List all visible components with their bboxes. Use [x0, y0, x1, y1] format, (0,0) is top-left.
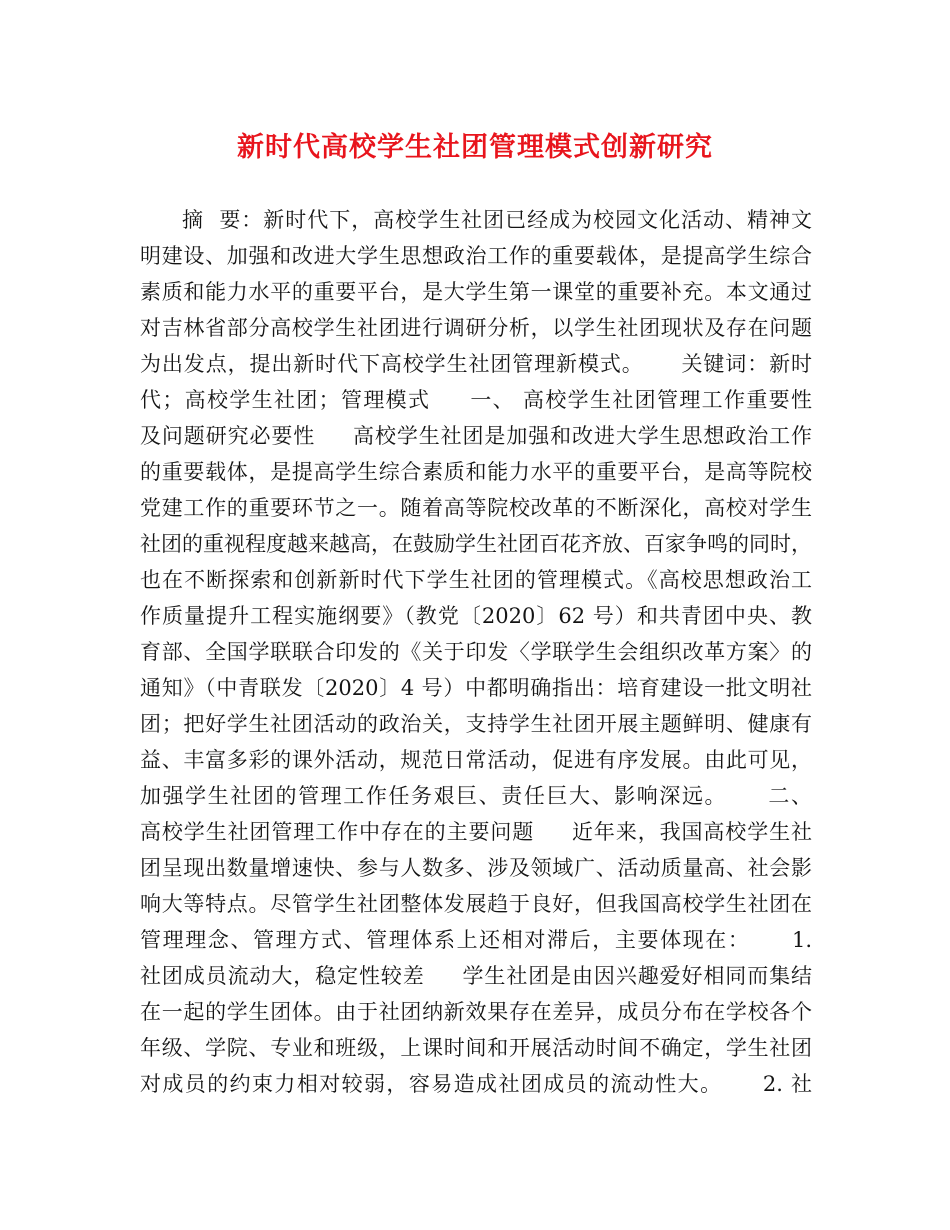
text-line: 明建设、加强和改进大学生思想政治工作的重要载体，是提高学生综合 — [140, 244, 812, 268]
text-line: 党建工作的重要环节之一。随着高等院校改革的不断深化，高校对学生 — [140, 496, 812, 520]
text-line: 为出发点，提出新时代下高校学生社团管理新模式。 关键词：新时 — [140, 352, 812, 376]
text-line: 也在不断探索和创新新时代下学生社团的管理模式。《高校思想政治工 — [140, 568, 812, 592]
text-line: 对吉林省部分高校学生社团进行调研分析，以学生社团现状及存在问题 — [140, 316, 812, 340]
text-line: 摘 要：新时代下，高校学生社团已经成为校园文化活动、精神文 — [182, 208, 812, 232]
text-line: 益、丰富多彩的课外活动，规范日常活动，促进有序发展。由此可见， — [140, 748, 812, 772]
text-line: 高校学生社团管理工作中存在的主要问题 近年来，我国高校学生社 — [140, 820, 812, 844]
text-line: 响大等特点。尽管学生社团整体发展趋于良好，但我国高校学生社团在 — [140, 892, 812, 916]
text-line: 育部、全国学联联合印发的《关于印发〈学联学生会组织改革方案〉的 — [140, 640, 812, 664]
text-line: 对成员的约束力相对较弱，容易造成社团成员的流动性大。 2. 社 — [140, 1072, 812, 1096]
text-line: 社团的重视程度越来越高，在鼓励学生社团百花齐放、百家争鸣的同时， — [140, 532, 812, 556]
text-line: 素质和能力水平的重要平台，是大学生第一课堂的重要补充。本文通过 — [140, 280, 812, 304]
text-line: 团；把好学生社团活动的政治关，支持学生社团开展主题鲜明、健康有 — [140, 712, 812, 736]
text-line: 年级、学院、专业和班级，上课时间和开展活动时间不确定，学生社团 — [140, 1036, 812, 1060]
document-title: 新时代高校学生社团管理模式创新研究 — [237, 132, 713, 163]
text-line: 的重要载体，是提高学生综合素质和能力水平的重要平台，是高等院校 — [140, 460, 812, 484]
text-line: 通知》（中青联发〔2020〕4 号）中都明确指出：培育建设一批文明社 — [140, 676, 812, 700]
text-line: 管理理念、管理方式、管理体系上还相对滞后，主要体现在： 1. — [140, 928, 812, 952]
text-line: 团呈现出数量增速快、参与人数多、涉及领域广、活动质量高、社会影 — [140, 856, 812, 880]
text-line: 作质量提升工程实施纲要》（教党〔2020〕62 号）和共青团中央、教 — [140, 604, 812, 628]
text-line: 及问题研究必要性 高校学生社团是加强和改进大学生思想政治工作 — [140, 424, 812, 448]
text-line: 加强学生社团的管理工作任务艰巨、责任巨大、影响深远。 二、 — [140, 784, 812, 808]
text-line: 在一起的学生团体。由于社团纳新效果存在差异，成员分布在学校各个 — [140, 1000, 812, 1024]
text-line: 代；高校学生社团；管理模式 一、 高校学生社团管理工作重要性 — [140, 388, 812, 412]
text-line: 社团成员流动大，稳定性较差 学生社团是由因兴趣爱好相同而集结 — [140, 964, 812, 988]
